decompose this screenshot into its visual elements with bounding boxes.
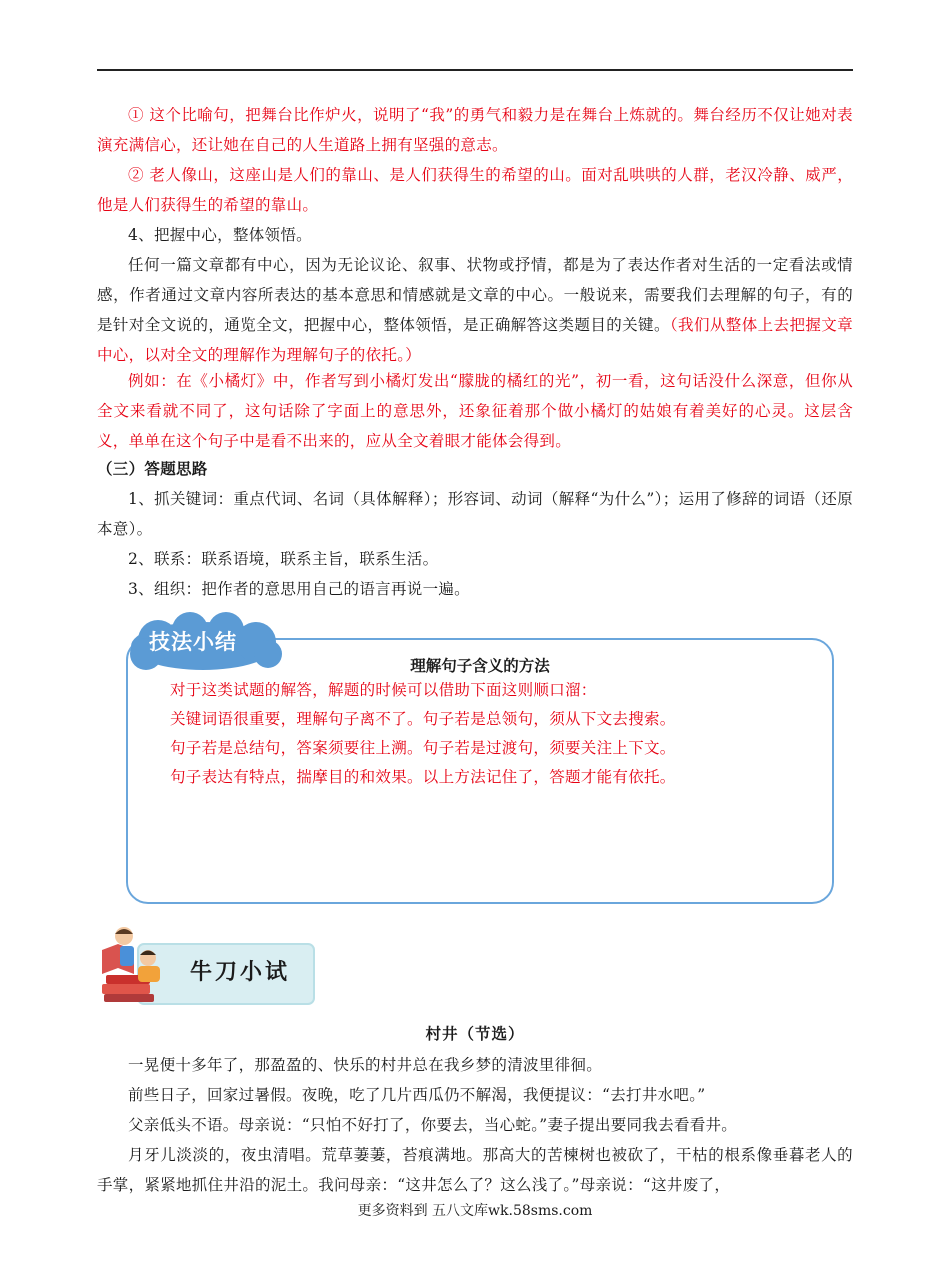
header-rule (97, 69, 853, 71)
step-2: 2、联系：联系语境，联系主旨，联系生活。 (128, 550, 439, 568)
summary-line-2: 关键词语很重要，理解句子离不了。句子若是总领句，须从下文去搜索。 (170, 710, 676, 728)
article-line-3: 父亲低头不语。母亲说：“只怕不好打了，你要去，当心蛇。”妻子提出要同我去看看井。 (128, 1116, 738, 1134)
footer-text: 更多资料到 五八文库wk.58sms.com (357, 1203, 593, 1219)
article-title: 村井（节选） (425, 1024, 525, 1043)
summary-line-4: 句子表达有特点，揣摩目的和效果。以上方法记住了，答题才能有依托。 (170, 768, 676, 786)
paragraph-center (97, 250, 853, 370)
summary-line-3: 句子若是总结句，答案须要往上溯。句子若是过渡句，须要关注上下文。 (170, 739, 676, 757)
practice-banner-label: 牛刀小试 (189, 960, 290, 985)
summary-badge-label: 技法小结 (149, 630, 237, 654)
summary-line-1: 对于这类试题的解答，解题的时候可以借助下面这则顺口溜： (170, 681, 597, 699)
point-4-heading: 4、把握中心，整体领悟。 (128, 226, 312, 244)
article-line-1: 一晃便十多年了，那盈盈的、快乐的村井总在我乡梦的清波里徘徊。 (128, 1056, 603, 1074)
paragraph-example-2: ② 老人像山，这座山是人们的靠山、是人们获得生的希望的山。面对乱哄哄的人群，老汉冷静、威严，他是人们获得生的希望的靠山。 (97, 166, 853, 214)
paragraph-example-lamp: 例如：在《小橘灯》中，作者写到小橘灯发出“朦胧的橘红的光”，初一看，这句话没什么深意，但你从全文来看就不同了，这句话除了字面上的意思外，还象征着那个做小橘灯的姑娘有着美好的心灵。这层含义，单单在这个句子中是看不出来的，应从全文着眼才能体会得到。 (97, 372, 853, 450)
section-heading-3: （三）答题思路 (97, 459, 208, 478)
paragraph-center-note: （我们从整体上去把握文章中心，以对全文的理解作为理解句子的依托。） (97, 316, 853, 364)
summary-box (126, 638, 834, 904)
summary-title: 理解句子含义的方法 (410, 656, 550, 675)
article-line-4: 月牙儿淡淡的，夜虫清唱。荒草萋萋，苔痕满地。那高大的苦楝树也被砍了，干枯的根系像垂暮老人的手掌，紧紧地抓住井沿的泥土。我问母亲：“这井怎么了？这么浅了。”母亲说：“这井废了， (97, 1146, 853, 1194)
step-1: 1、抓关键词：重点代词、名词（具体解释）；形容词、动词（解释“为什么”）；运用了修辞的词语（还原本意）。 (97, 490, 853, 538)
article-line-2: 前些日子，回家过暑假。夜晚，吃了几片西瓜仍不解渴，我便提议：“去打井水吧。” (128, 1086, 706, 1104)
paragraph-center-text: 任何一篇文章都有中心，因为无论议论、叙事、状物或抒情，都是为了表达作者对生活的一定看法或情感，作者通过文章内容所表达的基本意思和情感就是文章的中心。一般说来，需要我们去理解的句子，有的是针对全文说的，通览全文，把握中心，整体领悟，是正确解答这类题目的关键。 (97, 256, 853, 334)
step-3: 3、组织：把作者的意思用自己的语言再说一遍。 (128, 580, 470, 598)
paragraph-example-1: ① 这个比喻句，把舞台比作炉火，说明了“我”的勇气和毅力是在舞台上炼就的。舞台经历不仅让她对表演充满信心，还让她在自己的人生道路上拥有坚强的意志。 (97, 106, 853, 154)
